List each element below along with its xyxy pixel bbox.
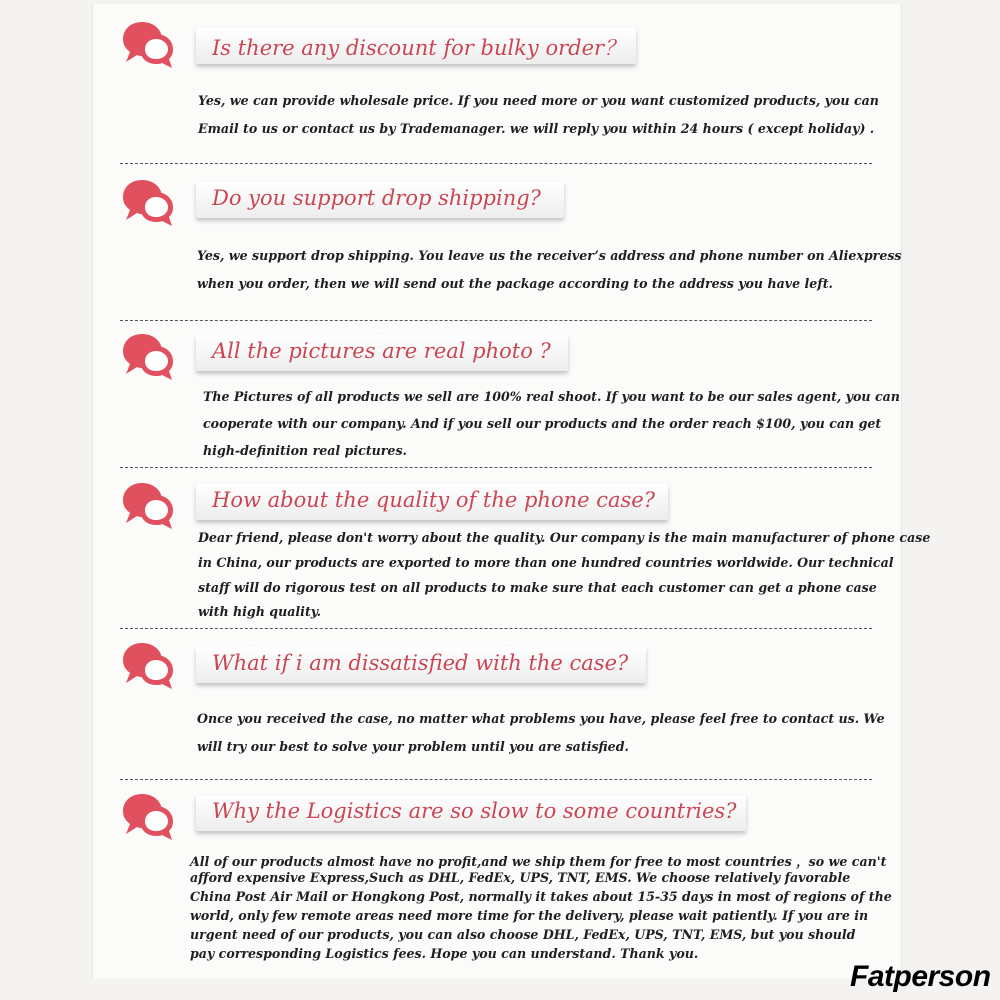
dashed-divider [120, 163, 872, 164]
speech-bubbles-icon [120, 18, 178, 72]
speech-bubbles-icon [120, 330, 178, 384]
faq-answer-line: high-definition real pictures. [203, 443, 407, 458]
faq-answer-line: world, only few remote areas need more time for the delivery, please wait patiently. If you are in [190, 908, 869, 923]
faq-question: All the pictures are real photo ? [212, 339, 551, 363]
faq-question-bar [196, 795, 746, 831]
faq-answer-line: All of our products almost have no profit,and we ship them for free to most countries ，so we can't [190, 854, 887, 869]
speech-bubbles-icon [120, 639, 178, 693]
faq-answer-line: Yes, we support drop shipping. You leave us the receiver’s address and phone number on Aliexpress [197, 248, 902, 263]
faq-question-bar [196, 484, 668, 520]
faq-answer-line: afford expensive Express,Such as DHL, FedEx, UPS, TNT, EMS. We choose relatively favorable [190, 870, 851, 885]
faq-answer-line: urgent need of our products, you can also choose DHL, FedEx, UPS, TNT, EMS, but you should [190, 927, 856, 942]
faq-answer-line: China Post Air Mail or Hongkong Post, normally it takes about 15-35 days in most of regions of the [190, 889, 892, 904]
faq-question: What if i am dissatisfied with the case? [212, 651, 629, 675]
faq-answer-line: Dear friend, please don't worry about the quality. Our company is the main manufacturer of phone case [198, 530, 931, 545]
faq-answer-line: pay corresponding Logistics fees. Hope you can understand. Thank you. [190, 946, 699, 961]
speech-bubbles-icon [120, 479, 178, 533]
faq-answer-line: Email to us or contact us by Trademanager. we will reply you within 24 hours ( except holiday) . [198, 121, 875, 136]
faq-answer-line: The Pictures of all products we sell are 100% real shoot. If you want to be our sales agent, you can [203, 389, 900, 404]
faq-answer-line: will try our best to solve your problem until you are satisfied. [197, 739, 629, 754]
dashed-divider [120, 320, 872, 321]
faq-question-bar [196, 182, 564, 218]
speech-bubbles-icon [120, 176, 178, 230]
faq-answer-line: with high quality. [198, 604, 322, 619]
faq-answer-line: when you order, then we will send out the package according to the address you have left. [197, 276, 833, 291]
faq-answer-line: staff will do rigorous test on all products to make sure that each customer can get a phone case [198, 580, 877, 595]
faq-answer-line: Once you received the case, no matter what problems you have, please feel free to contact us. We [197, 711, 885, 726]
faq-question: Why the Logistics are so slow to some countries? [212, 799, 737, 823]
faq-question-bar [196, 647, 646, 683]
faq-question: How about the quality of the phone case? [212, 488, 655, 512]
watermark: Fatperson [850, 960, 991, 993]
faq-question: Is there any discount for bulky order？ [212, 36, 626, 60]
dashed-divider [120, 779, 872, 780]
dashed-divider [120, 628, 872, 629]
faq-answer-line: Yes, we can provide wholesale price. If you need more or you want customized products, you can [198, 93, 879, 108]
faq-answer-line: in China, our products are exported to more than one hundred countries worldwide. Our technical [198, 555, 894, 570]
speech-bubbles-icon [120, 790, 178, 844]
dashed-divider [120, 467, 872, 468]
faq-answer-line: cooperate with our company. And if you sell our products and the order reach $100, you can get [203, 416, 882, 431]
faq-question: Do you support drop shipping? [212, 186, 541, 210]
faq-question-bar [196, 28, 636, 64]
faq-question-bar [196, 335, 568, 371]
